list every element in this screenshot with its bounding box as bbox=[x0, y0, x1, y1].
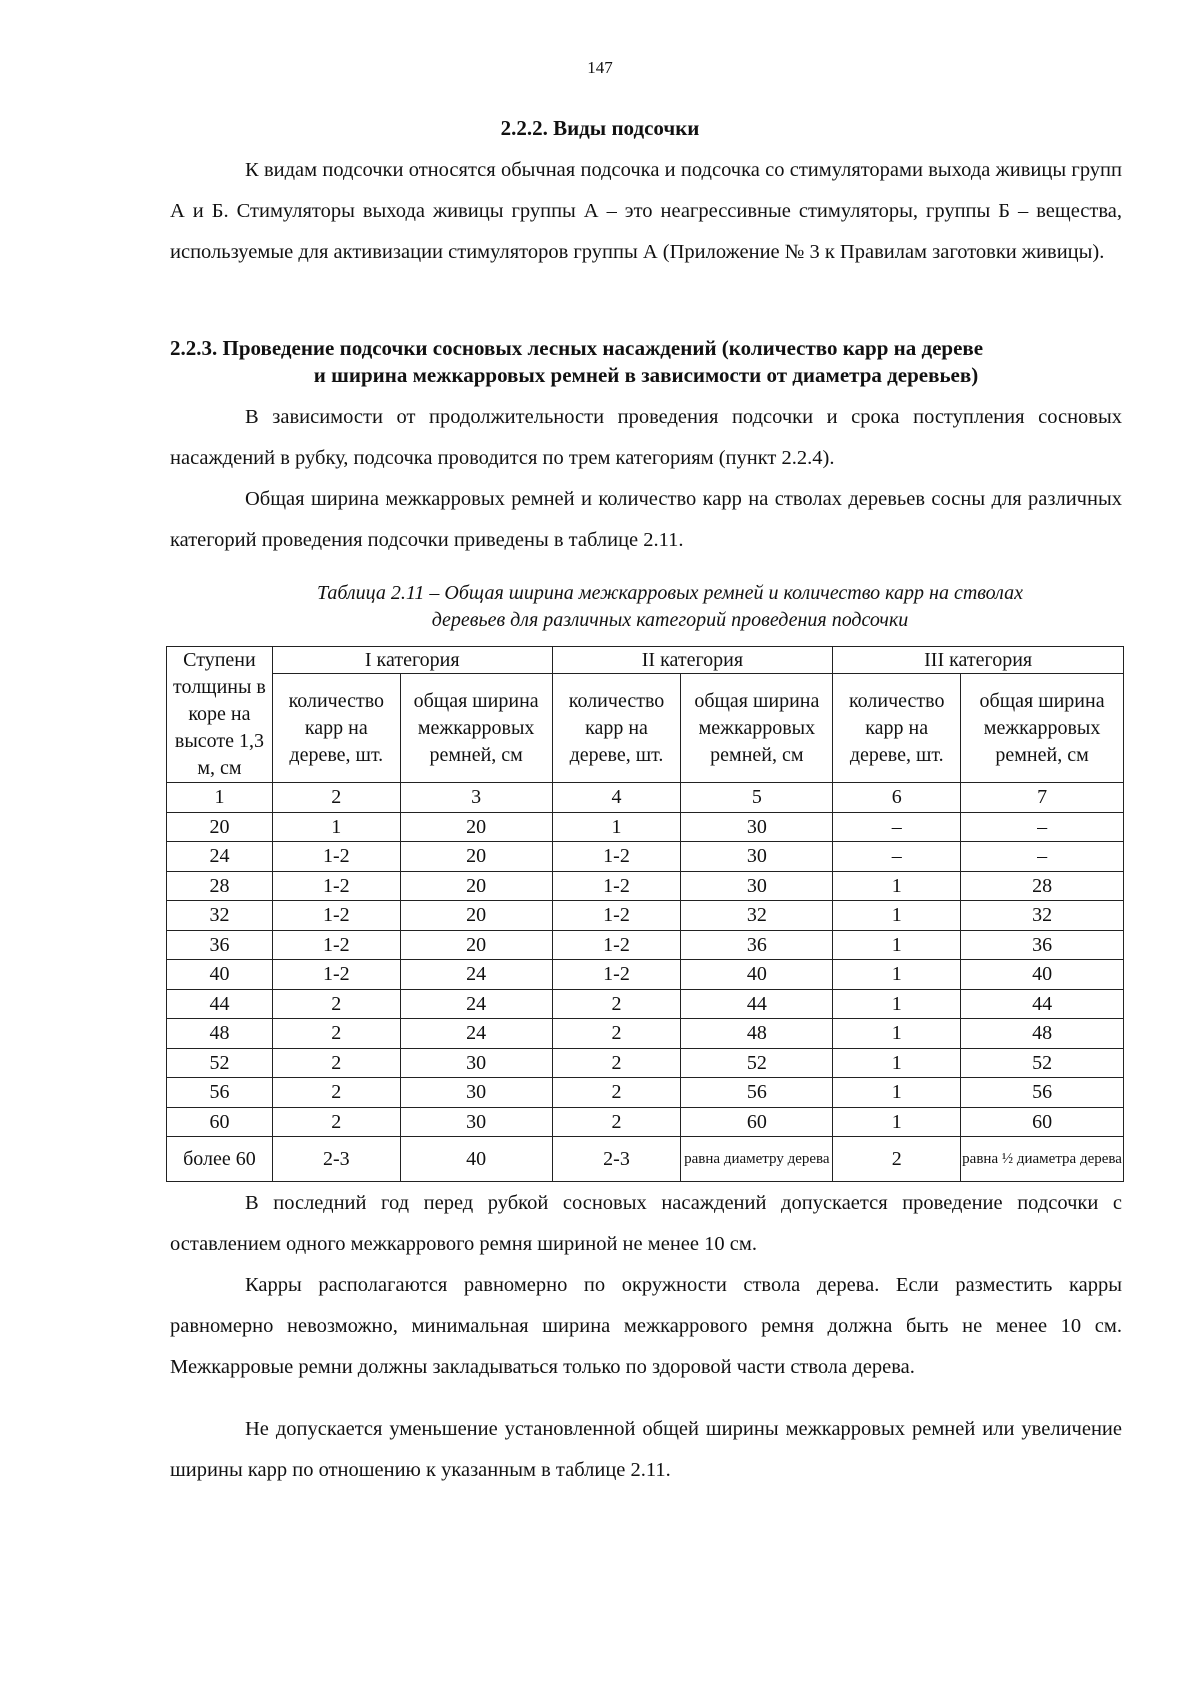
sub-header: количество карр на дереве, шт. bbox=[552, 674, 681, 783]
paragraph: К видам подсочки относятся обычная подсочка и подсочка со стимуляторами выхода живицы групп А и Б. Стимуляторы выхода живицы группы А – это неагрессивные стимуляторы, группы Б – вещества, используемые для активизации стимуляторов группы А (Приложение № 3 к Правилам заготовки живицы). bbox=[170, 159, 1122, 263]
table-cell: 1-2 bbox=[272, 901, 400, 931]
table-row bbox=[167, 812, 1124, 842]
table-row bbox=[167, 1019, 1124, 1049]
sub-header: количество карр на дереве, шт. bbox=[272, 674, 400, 783]
table-cell: 2 bbox=[552, 1078, 681, 1108]
section-2-2-2-body bbox=[170, 150, 1122, 273]
table-cell: 30 bbox=[400, 1048, 552, 1078]
caption-line: деревьев для различных категорий проведения подсочки bbox=[431, 609, 909, 631]
table-cell: 1 bbox=[833, 1048, 961, 1078]
after-table-body-final bbox=[170, 1409, 1122, 1491]
table-cell: 48 bbox=[961, 1019, 1124, 1049]
table-cell: 40 bbox=[961, 960, 1124, 990]
table-cell: 2 bbox=[552, 989, 681, 1019]
table-cell: 1 bbox=[833, 1019, 961, 1049]
table-cell: 36 bbox=[961, 930, 1124, 960]
table-cell: 2 bbox=[552, 1019, 681, 1049]
table-cell: 2 bbox=[272, 989, 400, 1019]
table-cell: 2 bbox=[833, 1137, 961, 1182]
column-number: 1 bbox=[167, 783, 273, 813]
after-table-body bbox=[170, 1183, 1122, 1388]
table-cell: 20 bbox=[400, 842, 552, 872]
column-number: 6 bbox=[833, 783, 961, 813]
table-cell: 32 bbox=[961, 901, 1124, 931]
table-cell: 30 bbox=[681, 812, 833, 842]
table-row bbox=[167, 871, 1124, 901]
table-cell: 20 bbox=[400, 901, 552, 931]
table-cell: 24 bbox=[400, 989, 552, 1019]
table-cell: – bbox=[833, 842, 961, 872]
table-cell: 20 bbox=[167, 812, 273, 842]
table-cell: 32 bbox=[681, 901, 833, 931]
table-cell: 1-2 bbox=[552, 901, 681, 931]
table-cell: 1 bbox=[833, 989, 961, 1019]
stub-header: Ступени толщины в коре на высоте 1,3 м, см bbox=[167, 647, 273, 783]
table-cell: 30 bbox=[400, 1107, 552, 1137]
table-cell: 20 bbox=[400, 930, 552, 960]
table-cell: 36 bbox=[681, 930, 833, 960]
table-row bbox=[167, 1107, 1124, 1137]
table-cell: 1-2 bbox=[272, 960, 400, 990]
table-cell: равна диаметру дерева bbox=[681, 1137, 833, 1182]
table-cell: 40 bbox=[681, 960, 833, 990]
category-header: I категория bbox=[272, 647, 552, 674]
table-cell: 2-3 bbox=[552, 1137, 681, 1182]
category-header: II категория bbox=[552, 647, 833, 674]
table-cell: 44 bbox=[961, 989, 1124, 1019]
table-cell: 56 bbox=[681, 1078, 833, 1108]
table-cell: 1 bbox=[833, 901, 961, 931]
table-cell: 36 bbox=[167, 930, 273, 960]
paragraph: Карры располагаются равномерно по окружности ствола дерева. Если разместить карры равномерно невозможно, минимальная ширина межкаррового ремня должна быть не менее 10 см. Межкарровые ремни должны закладываться только по здоровой части ствола дерева. bbox=[170, 1274, 1122, 1378]
table-cell: 2 bbox=[552, 1107, 681, 1137]
table-cell: 48 bbox=[167, 1019, 273, 1049]
table-cell: 60 bbox=[681, 1107, 833, 1137]
table-cell: 1-2 bbox=[552, 960, 681, 990]
page-number: 147 bbox=[587, 58, 613, 77]
table-row bbox=[167, 901, 1124, 931]
table-cell: 2 bbox=[272, 1019, 400, 1049]
table-row bbox=[167, 842, 1124, 872]
section-heading-2-2-2: 2.2.2. Виды подсочки bbox=[500, 116, 700, 140]
sub-header: общая ширина межкарровых ремней, см bbox=[961, 674, 1124, 783]
paragraph: Не допускается уменьшение установленной общей ширины межкарровых ремней или увеличение ширины карр по отношению к указанным в таблице 2.11. bbox=[170, 1418, 1122, 1481]
table-cell: 24 bbox=[167, 842, 273, 872]
table-cell: – bbox=[961, 842, 1124, 872]
table-cell: 44 bbox=[167, 989, 273, 1019]
table-cell: 52 bbox=[961, 1048, 1124, 1078]
table-cell: 1 bbox=[833, 1107, 961, 1137]
heading-line: 2.2.3. Проведение подсочки сосновых лесных насаждений (количество карр на дереве bbox=[170, 336, 984, 360]
table-cell: равна ½ диаметра дерева bbox=[961, 1137, 1124, 1182]
column-number: 5 bbox=[681, 783, 833, 813]
table-row bbox=[167, 1137, 1124, 1182]
section-heading-2-2-3 bbox=[170, 335, 1122, 389]
table-cell: 48 bbox=[681, 1019, 833, 1049]
table-cell: 40 bbox=[167, 960, 273, 990]
table-cell: 60 bbox=[167, 1107, 273, 1137]
table-cell: 2 bbox=[272, 1107, 400, 1137]
table-cell: 20 bbox=[400, 812, 552, 842]
table-row bbox=[167, 1078, 1124, 1108]
table-cell: 28 bbox=[167, 871, 273, 901]
table-cell: 32 bbox=[167, 901, 273, 931]
table-row bbox=[167, 960, 1124, 990]
table-cell: 24 bbox=[400, 960, 552, 990]
table-cell: 52 bbox=[167, 1048, 273, 1078]
table-cell: 52 bbox=[681, 1048, 833, 1078]
table-cell: 30 bbox=[400, 1078, 552, 1108]
table-cell: 28 bbox=[961, 871, 1124, 901]
table-cell: 1 bbox=[552, 812, 681, 842]
table-cell: 1 bbox=[833, 960, 961, 990]
table-cell: 30 bbox=[681, 842, 833, 872]
column-number: 3 bbox=[400, 783, 552, 813]
table-cell: 1 bbox=[833, 1078, 961, 1108]
table-cell: 1-2 bbox=[552, 871, 681, 901]
category-header: III категория bbox=[833, 647, 1124, 674]
table-cell: 2-3 bbox=[272, 1137, 400, 1182]
column-number-row bbox=[167, 783, 1124, 813]
table-cell: 1-2 bbox=[552, 842, 681, 872]
table-cell: 1 bbox=[833, 871, 961, 901]
heading-line: и ширина межкарровых ремней в зависимости от диаметра деревьев) bbox=[313, 363, 979, 387]
table-cell: – bbox=[961, 812, 1124, 842]
column-number: 2 bbox=[272, 783, 400, 813]
table-row bbox=[167, 1048, 1124, 1078]
sub-header: общая ширина межкарровых ремней, см bbox=[400, 674, 552, 783]
table-cell: более 60 bbox=[167, 1137, 273, 1182]
table-cell: 56 bbox=[167, 1078, 273, 1108]
table-row bbox=[167, 989, 1124, 1019]
table-cell: – bbox=[833, 812, 961, 842]
table-cell: 60 bbox=[961, 1107, 1124, 1137]
section-2-2-3-body bbox=[170, 397, 1122, 561]
sub-header: количество карр на дереве, шт. bbox=[833, 674, 961, 783]
table-cell: 24 bbox=[400, 1019, 552, 1049]
table-cell: 56 bbox=[961, 1078, 1124, 1108]
table-cell: 30 bbox=[681, 871, 833, 901]
table-cell: 1-2 bbox=[272, 871, 400, 901]
caption-line: Таблица 2.11 – Общая ширина межкарровых ремней и количество карр на стволах bbox=[316, 582, 1024, 604]
column-number: 4 bbox=[552, 783, 681, 813]
table-cell: 20 bbox=[400, 871, 552, 901]
table-cell: 44 bbox=[681, 989, 833, 1019]
paragraph: В последний год перед рубкой сосновых насаждений допускается проведение подсочки с оставлением одного межкаррового ремня шириной не менее 10 см. bbox=[170, 1192, 1122, 1255]
table-cell: 1-2 bbox=[272, 930, 400, 960]
table-cell: 2 bbox=[552, 1048, 681, 1078]
table-cell: 1-2 bbox=[272, 842, 400, 872]
paragraph: Общая ширина межкарровых ремней и количество карр на стволах деревьев сосны для различных категорий проведения подсочки приведены в таблице 2.11. bbox=[170, 488, 1122, 551]
table-2-11 bbox=[166, 646, 1124, 1182]
table-caption bbox=[230, 580, 1110, 634]
table-cell: 1 bbox=[272, 812, 400, 842]
paragraph: В зависимости от продолжительности проведения подсочки и срока поступления сосновых насаждений в рубку, подсочка проводится по трем категориям (пункт 2.2.4). bbox=[170, 406, 1122, 469]
table-cell: 2 bbox=[272, 1078, 400, 1108]
sub-header: общая ширина межкарровых ремней, см bbox=[681, 674, 833, 783]
table-cell: 40 bbox=[400, 1137, 552, 1182]
table-row bbox=[167, 930, 1124, 960]
table-cell: 2 bbox=[272, 1048, 400, 1078]
column-number: 7 bbox=[961, 783, 1124, 813]
table-cell: 1-2 bbox=[552, 930, 681, 960]
table-cell: 1 bbox=[833, 930, 961, 960]
